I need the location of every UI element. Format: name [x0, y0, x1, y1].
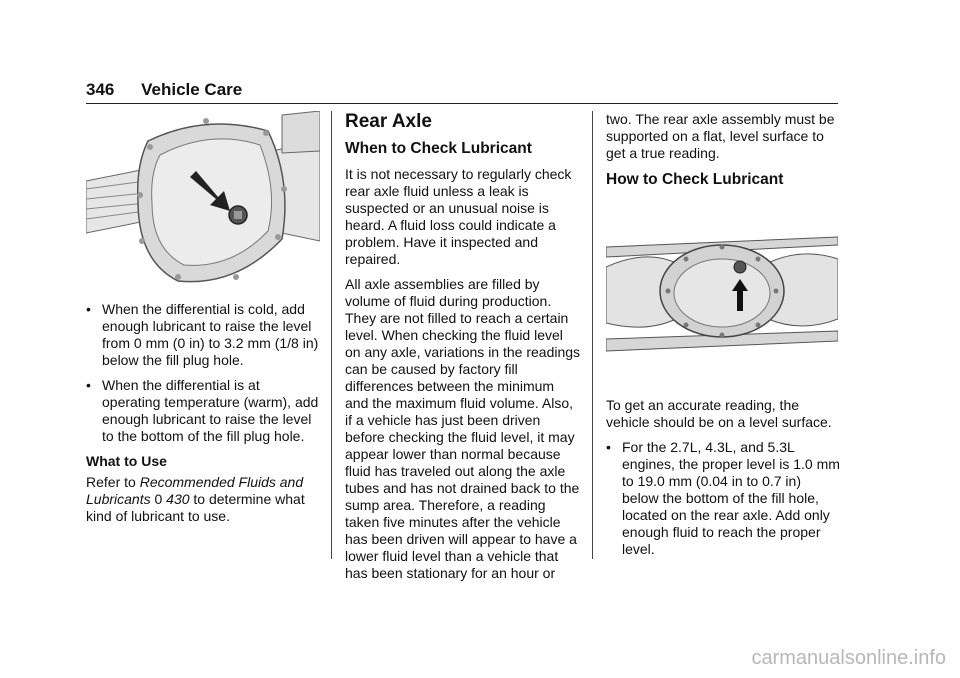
list-item: [606, 439, 840, 558]
recommended-fluids-link[interactable]: Recommended Fluids and Lubricants: [86, 474, 304, 507]
paragraph: To get an accurate reading, the vehicle should be on a level surface.: [606, 397, 832, 430]
column-divider: [331, 111, 332, 559]
bullet-text: For the 2.7L, 4.3L, and 5.3L engines, the proper level is 1.0 mm to 19.0 mm (0.04 in to 0.7 in) below the bottom of the fill hole, located on the rear axle. Add only enough fluid to reach the proper level.: [622, 439, 840, 557]
subsection-heading: When to Check Lubricant: [345, 140, 532, 157]
refer-paragraph: Refer to Recommended Fluids and Lubricants 0 430 to determine what kind of lubricant to use.: [86, 474, 305, 524]
watermark: carmanualsonline.info: [751, 647, 946, 669]
list-item: [86, 377, 320, 445]
bullet-text: When the differential is at operating temperature (warm), add enough lubricant to raise the level to the bottom of the fill plug hole.: [102, 377, 319, 444]
column-right: [606, 111, 840, 566]
list-item: [86, 301, 320, 369]
column-left: [86, 111, 320, 533]
bullet-marker: •: [86, 377, 91, 393]
paragraph: All axle assemblies are filled by volume of fluid during production. They are not filled to reach a certain level. When checking the fluid level on any axle, variations in the readings can be caused by factory fill differences between the minimum and the maximum fluid volume. Also, if a vehicle has just been driven before checking the fluid level, it may appear lower than normal because fluid has traveled out along the axle tubes and has not drained back to the sump area. Therefore, a reading taken five minutes after the vehicle has been driven will appear to have a lower fluid level than a vehicle that has been stationary for an hour or: [345, 276, 581, 581]
rear-axle-fill-plug-illustration: [606, 219, 838, 379]
column-divider: [592, 111, 593, 559]
what-to-use-heading: What to Use: [86, 453, 167, 469]
column-middle: [345, 111, 581, 590]
section-title: Vehicle Care: [141, 80, 243, 99]
header-rule: [86, 103, 838, 104]
bullet-text: When the differential is cold, add enough lubricant to raise the level from 0 mm (0 in) to 3.2 mm (1/8 in) below the fill plug hole.: [102, 301, 319, 368]
page-number: 346: [86, 80, 115, 99]
paragraph-continued: two. The rear axle assembly must be supported on a flat, level surface to get a true reading.: [606, 111, 835, 161]
page-ref-number[interactable]: 430: [166, 491, 190, 507]
paragraph: It is not necessary to regularly check rear axle fluid unless a leak is suspected or an unusual noise is heard. A fluid loss could indicate a problem. Have it inspected and repaired.: [345, 166, 572, 267]
subsection-heading: How to Check Lubricant: [606, 171, 784, 188]
section-heading: Rear Axle: [345, 111, 432, 132]
differential-cover-illustration: [86, 111, 320, 289]
bullet-marker: •: [86, 301, 91, 317]
bullet-marker: •: [606, 439, 611, 455]
page-header: [86, 80, 242, 100]
page-ref-icon: 0: [154, 491, 163, 507]
